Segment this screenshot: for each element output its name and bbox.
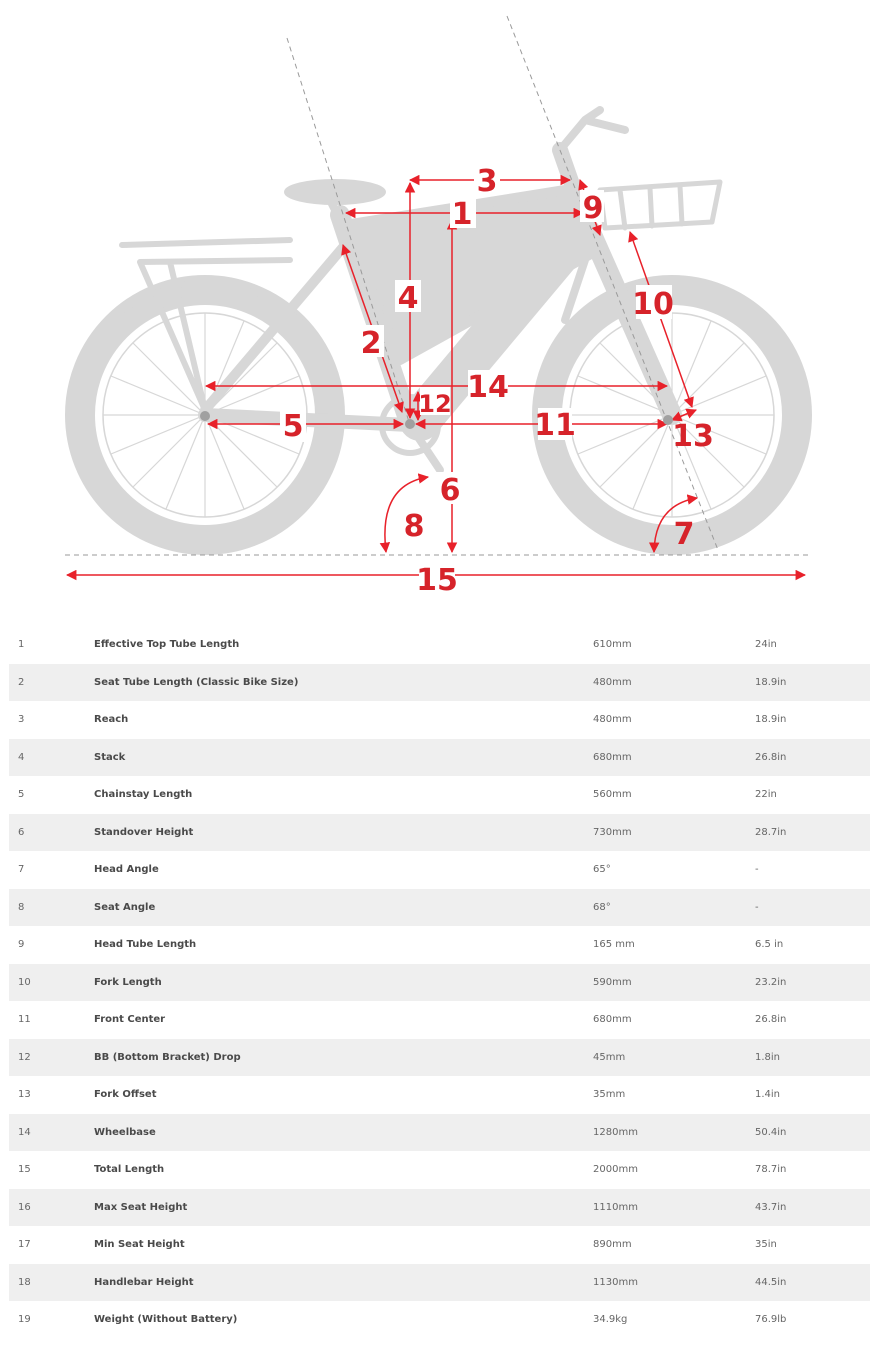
- spec-index: 3: [18, 714, 25, 726]
- spec-metric-value: 680mm: [593, 1014, 632, 1026]
- spec-imperial-value: 43.7in: [755, 1201, 787, 1213]
- label-7: 7: [673, 517, 695, 552]
- spec-index: 14: [18, 1126, 31, 1138]
- table-row: [9, 1189, 870, 1227]
- spec-imperial-value: 50.4in: [755, 1126, 787, 1138]
- geometry-diagram: [0, 0, 872, 600]
- spec-imperial-value: 26.8in: [755, 1014, 787, 1026]
- table-row: [9, 701, 870, 739]
- spec-metric-value: 1280mm: [593, 1126, 638, 1138]
- spec-imperial-value: 1.8in: [755, 1051, 781, 1063]
- spec-name: Min Seat Height: [94, 1239, 185, 1251]
- spec-imperial-value: -: [755, 864, 759, 876]
- handlebar: [560, 110, 625, 150]
- label-9: 9: [582, 191, 604, 226]
- spec-name: Reach: [94, 714, 129, 726]
- spec-metric-value: 165 mm: [593, 939, 635, 951]
- spec-metric-value: 65°: [593, 864, 611, 876]
- spec-imperial-value: 1.4in: [755, 1089, 781, 1101]
- spec-index: 19: [18, 1314, 31, 1326]
- spec-imperial-value: 78.7in: [755, 1164, 787, 1176]
- spec-index: 11: [18, 1014, 31, 1026]
- spec-metric-value: 35mm: [593, 1089, 626, 1101]
- saddle: [285, 180, 385, 204]
- spec-imperial-value: 26.8in: [755, 751, 787, 763]
- spec-metric-value: 1110mm: [593, 1201, 638, 1213]
- spec-metric-value: 34.9kg: [593, 1314, 628, 1326]
- table-row: [9, 1114, 870, 1152]
- label-5: 5: [282, 409, 304, 444]
- spec-imperial-value: 76.9lb: [755, 1314, 787, 1326]
- label-12: 12: [418, 390, 452, 418]
- table-row: [9, 626, 870, 664]
- spec-index: 5: [18, 789, 25, 801]
- spec-index: 7: [18, 864, 25, 876]
- spec-index: 6: [18, 826, 25, 838]
- spec-index: 17: [18, 1239, 31, 1251]
- table-row: [9, 1151, 870, 1189]
- spec-imperial-value: 18.9in: [755, 714, 787, 726]
- spec-metric-value: 68°: [593, 901, 611, 913]
- spec-index: 8: [18, 901, 25, 913]
- spec-name: Chainstay Length: [94, 789, 193, 801]
- spec-name: Wheelbase: [94, 1126, 156, 1138]
- bike-geometry-svg: [0, 0, 872, 600]
- table-row: [9, 1264, 870, 1302]
- table-row: [9, 926, 870, 964]
- spec-index: 12: [18, 1051, 31, 1063]
- spec-imperial-value: 44.5in: [755, 1276, 787, 1288]
- spec-name: BB (Bottom Bracket) Drop: [94, 1051, 241, 1063]
- spec-name: Head Angle: [94, 864, 159, 876]
- label-2: 2: [360, 326, 382, 361]
- spec-index: 16: [18, 1201, 31, 1213]
- table-row: [9, 889, 870, 927]
- spec-imperial-value: 28.7in: [755, 826, 787, 838]
- label-4: 4: [397, 281, 419, 316]
- spec-imperial-value: 22in: [755, 789, 777, 801]
- table-row: [9, 964, 870, 1002]
- table-row: [9, 1039, 870, 1077]
- label-10: 10: [632, 287, 674, 322]
- spec-imperial-value: 6.5 in: [755, 939, 784, 951]
- spec-index: 18: [18, 1276, 31, 1288]
- spec-metric-value: 680mm: [593, 751, 632, 763]
- spec-metric-value: 610mm: [593, 639, 632, 651]
- spec-metric-value: 560mm: [593, 789, 632, 801]
- spec-name: Handlebar Height: [94, 1276, 194, 1288]
- spec-metric-value: 890mm: [593, 1239, 632, 1251]
- spec-metric-value: 730mm: [593, 826, 632, 838]
- table-row: [9, 664, 870, 702]
- spec-table: [9, 626, 870, 1339]
- spec-metric-value: 1130mm: [593, 1276, 638, 1288]
- spec-name: Total Length: [94, 1164, 165, 1176]
- spec-metric-value: 590mm: [593, 976, 632, 988]
- spec-name: Fork Length: [94, 976, 162, 988]
- spec-name: Seat Angle: [94, 901, 156, 913]
- spec-metric-value: 480mm: [593, 714, 632, 726]
- spec-name: Head Tube Length: [94, 939, 197, 951]
- table-row: [9, 776, 870, 814]
- spec-imperial-value: 35in: [755, 1239, 777, 1251]
- spec-index: 4: [18, 751, 25, 763]
- spec-imperial-value: -: [755, 901, 759, 913]
- spec-metric-value: 480mm: [593, 676, 632, 688]
- spec-imperial-value: 23.2in: [755, 976, 787, 988]
- spec-index: 13: [18, 1089, 31, 1101]
- spec-name: Fork Offset: [94, 1089, 157, 1101]
- spec-name: Seat Tube Length (Classic Bike Size): [94, 676, 299, 688]
- label-13: 13: [672, 419, 714, 454]
- label-8: 8: [403, 509, 425, 544]
- spec-index: 1: [18, 639, 25, 651]
- spec-index: 9: [18, 939, 25, 951]
- spec-name: Stack: [94, 751, 126, 763]
- table-row: [9, 1076, 870, 1114]
- table-row: [9, 851, 870, 889]
- spec-name: Weight (Without Battery): [94, 1314, 238, 1326]
- spec-name: Max Seat Height: [94, 1201, 188, 1213]
- label-6: 6: [439, 473, 461, 508]
- label-15: 15: [416, 563, 458, 598]
- spec-imperial-value: 18.9in: [755, 676, 787, 688]
- spec-index: 10: [18, 976, 31, 988]
- spec-metric-value: 2000mm: [593, 1164, 638, 1176]
- spec-name: Front Center: [94, 1014, 166, 1026]
- label-3: 3: [476, 164, 498, 199]
- spec-name: Effective Top Tube Length: [94, 639, 240, 651]
- spec-name: Standover Height: [94, 826, 194, 838]
- front-basket: [600, 182, 720, 228]
- label-1: 1: [451, 197, 473, 232]
- table-row: [9, 1226, 870, 1264]
- label-14: 14: [467, 370, 509, 405]
- table-row: [9, 739, 870, 777]
- spec-imperial-value: 24in: [755, 639, 777, 651]
- table-row: [9, 1001, 870, 1039]
- spec-index: 15: [18, 1164, 31, 1176]
- table-row: [9, 814, 870, 852]
- spec-metric-value: 45mm: [593, 1051, 626, 1063]
- label-11: 11: [534, 408, 576, 443]
- table-row: [9, 1301, 870, 1339]
- rear-rack: [122, 240, 290, 410]
- spec-index: 2: [18, 676, 25, 688]
